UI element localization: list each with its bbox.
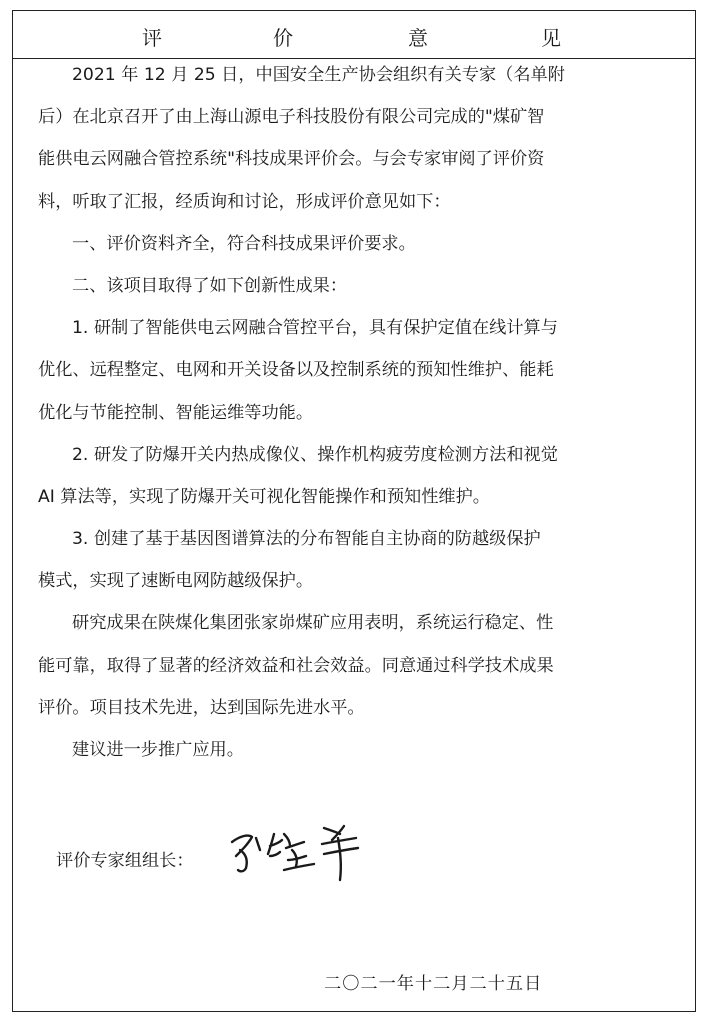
paragraph-line: 优化与节能控制、智能运维等功能。 — [38, 402, 314, 423]
paragraph-line: 能可靠，取得了显著的经济效益和社会效益。同意通过科学技术成果 — [38, 655, 554, 676]
header-char-3: 意 — [408, 26, 428, 50]
paragraph-line: 料，听取了汇报，经质询和讨论，形成评价意见如下： — [38, 191, 451, 212]
header-char-2: 价 — [273, 26, 293, 50]
paragraph-line: 能供电云网融合管控系统"科技成果评价会。与会专家审阅了评价资 — [38, 149, 545, 170]
evaluation-date: 二〇二一年十二月二十五日 — [324, 974, 543, 994]
paragraph-line: 后）在北京召开了由上海山源电子科技股份有限公司完成的"煤矿智 — [38, 107, 545, 128]
paragraph-line: 1. 研制了智能供电云网融合管控平台，具有保护定值在线计算与 — [72, 318, 558, 339]
leader-label: 评价专家组组长： — [56, 851, 194, 871]
paragraph-line: 一、评价资料齐全，符合科技成果评价要求。 — [72, 233, 416, 254]
paragraph-line: 3. 创建了基于基因图谱算法的分布智能自主协商的防越级保护 — [72, 529, 541, 550]
form-header — [13, 11, 695, 59]
header-char-1: 评 — [142, 26, 162, 50]
paragraph-line: 模式，实现了速断电网防越级保护。 — [38, 571, 314, 592]
paragraph-line: 优化、远程整定、电网和开关设备以及控制系统的预知性维护、能耗 — [38, 360, 554, 381]
paragraph-line: 二、该项目取得了如下创新性成果： — [72, 275, 348, 296]
paragraph-line: 评价。项目技术先进，达到国际先进水平。 — [38, 697, 365, 718]
handwritten-signature — [226, 820, 376, 890]
evaluation-body — [38, 54, 674, 771]
paragraph-line: 2. 研发了防爆开关内热成像仪、操作机构疲劳度检测方法和视觉 — [72, 444, 558, 465]
paragraph-line: AI 算法等，实现了防爆开关可视化智能操作和预知性维护。 — [38, 486, 490, 507]
paragraph-line: 研究成果在陕煤化集团张家峁煤矿应用表明，系统运行稳定、性 — [72, 613, 554, 634]
header-char-4: 见 — [541, 26, 561, 50]
paragraph-line: 建议进一步推广应用。 — [72, 740, 244, 760]
paragraph-line: 2021 年 12 月 25 日，中国安全生产协会组织有关专家（名单附 — [72, 65, 565, 85]
